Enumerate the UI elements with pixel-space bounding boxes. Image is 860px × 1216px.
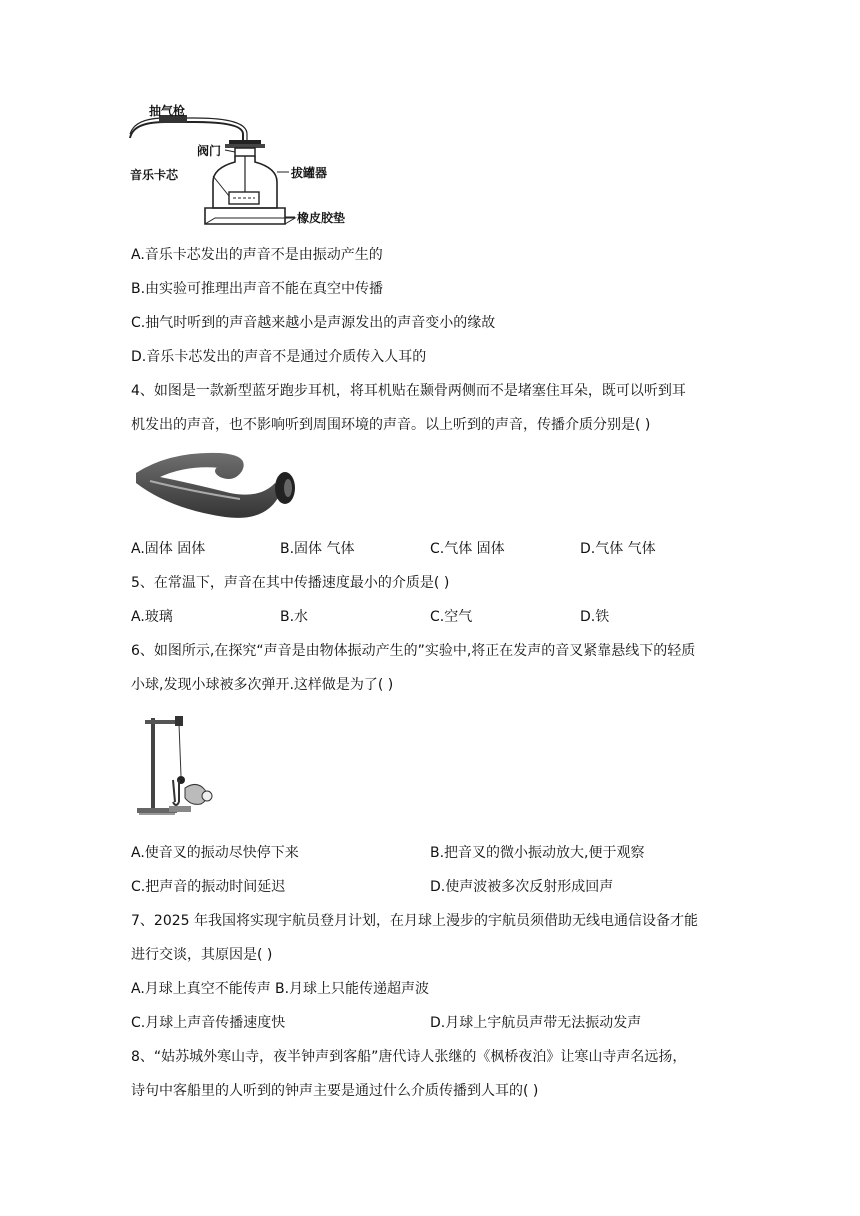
q7-stem-line2: 进行交谈，其原因是( ) (131, 947, 273, 963)
q3-option-a: A.音乐卡芯发出的声音不是由振动产生的 (131, 247, 383, 263)
q7-option-b: B.月球上只能传递超声波 (275, 981, 430, 997)
q8-stem-line2: 诗句中客船里的人听到的钟声主要是通过什么介质传播到人耳的( ) (131, 1083, 539, 1099)
q4-stem-line1: 4、如图是一款新型蓝牙跑步耳机，将耳机贴在颞骨两侧而不是堵塞住耳朵，既可以听到耳 (131, 383, 686, 399)
q3-option-b: B.由实验可推理出声音不能在真空中传播 (131, 281, 384, 297)
pump-label: 抽气枪 (149, 104, 186, 118)
tuning-fork-figure (135, 710, 225, 820)
q4-option-b: B.固体 气体 (280, 541, 355, 557)
q7-stem-line1: 7、2025 年我国将实现宇航员登月计划，在月球上漫步的宇航员须借助无线电通信设备才能 (131, 913, 698, 929)
q8-stem-line1: 8、“姑苏城外寒山寺，夜半钟声到客船”唐代诗人张继的《枫桥夜泊》让寒山寺声名远扬， (131, 1049, 687, 1065)
q3-option-d: D.音乐卡芯发出的声音不是通过介质传入人耳的 (131, 349, 427, 365)
valve-label: 阀门 (197, 144, 222, 158)
q4-option-c: C.气体 固体 (430, 541, 505, 557)
q5-option-a: A.玻璃 (131, 609, 173, 625)
q6-option-d: D.使声波被多次反射形成回声 (430, 879, 614, 895)
q4-stem-line2: 机发出的声音，也不影响听到周围环境的声音。以上听到的声音，传播介质分别是( ) (131, 417, 651, 433)
q5-stem: 5、在常温下，声音在其中传播速度最小的介质是( ) (131, 575, 450, 591)
chip-label: 音乐卡芯 (130, 168, 179, 182)
headphone-figure (130, 443, 300, 530)
q4-option-a: A.固体 固体 (131, 541, 206, 557)
q7-option-c: C.月球上声音传播速度快 (131, 1015, 286, 1031)
q6-option-c: C.把声音的振动时间延迟 (131, 879, 286, 895)
q3-option-c: C.抽气时听到的声音越来越小是声源发出的声音变小的缘故 (131, 315, 496, 331)
jar-label: 拔罐器 (291, 166, 328, 180)
q5-option-b: B.水 (280, 609, 309, 625)
headphone-drawing (130, 443, 300, 530)
q6-stem-line1: 6、如图所示,在探究“声音是由物体振动产生的”实验中,将正在发声的音叉紧靠悬线下的轻质 (131, 643, 696, 659)
vacuum-jar-figure (125, 100, 355, 235)
q6-option-b: B.把音叉的微小振动放大,便于观察 (430, 845, 645, 861)
pad-label: 橡皮胶垫 (297, 211, 346, 225)
q4-option-d: D.气体 气体 (580, 541, 656, 557)
q6-stem-line2: 小球,发现小球被多次弹开.这样做是为了( ) (131, 677, 394, 693)
q7-option-d: D.月球上宇航员声带无法振动发声 (430, 1015, 642, 1031)
q6-option-a: A.使音叉的振动尽快停下来 (131, 845, 299, 861)
q7-option-a: A.月球上真空不能传声 (131, 981, 271, 997)
tuning-fork-drawing (135, 710, 225, 820)
q5-option-d: D.铁 (580, 609, 610, 625)
q5-option-c: C.空气 (430, 609, 473, 625)
